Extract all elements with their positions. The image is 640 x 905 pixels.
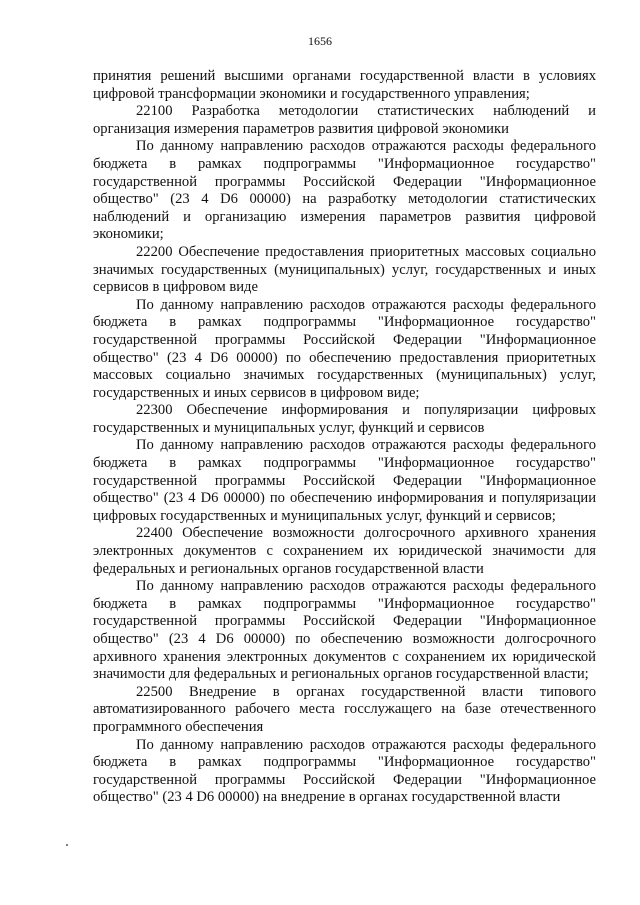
section-heading-22200: 22200 Обеспечение предоставления приоритетных массовых социально значимых государственных (муниципальных) услуг, государственных и иных сервисов в цифровом виде [93, 243, 596, 296]
paragraph-22500-description: По данному направлению расходов отражаются расходы федерального бюджета в рамках подпрограммы "Информационное государство" государственной программы Российской Федерации "Информационное общество" (23 4 D6 00000) на внедрение в органах государственной власти [93, 736, 596, 806]
paragraph-22200-description: По данному направлению расходов отражаются расходы федерального бюджета в рамках подпрограммы "Информационное государство" государственной программы Российской Федерации "Информационное общество" (23 4 D6 00000) по обеспечению предоставления приоритетных массовых социально значимых государственных (муниципальных) услуг, государственных и иных сервисов в цифровом виде; [93, 296, 596, 401]
document-body [93, 68, 596, 807]
section-heading-22300: 22300 Обеспечение информирования и популяризации цифровых государственных и муниципальных услуг, функций и сервисов [93, 402, 596, 436]
paragraph-22100-description: По данному направлению расходов отражаются расходы федерального бюджета в рамках подпрограммы "Информационное государство" государственной программы Российской Федерации "Информационное общество" (23 4 D6 00000) на разработку методологии статистических наблюдений и организацию измерения параметров развития цифровой экономики; [93, 138, 596, 243]
paragraph-22400-description: По данному направлению расходов отражаются расходы федерального бюджета в рамках подпрограммы "Информационное государство" государственной программы Российской Федерации "Информационное общество" (23 4 D6 00000) по обеспечению возможности долгосрочного архивного хранения электронных документов с сохранением их юридической значимости для федеральных и региональных органов государственной власти; [93, 578, 596, 683]
section-heading-22400: 22400 Обеспечение возможности долгосрочного архивного хранения электронных документов с сохранением их юридической значимости для федеральных и региональных органов государственной власти [93, 525, 596, 577]
paragraph-22300-description: По данному направлению расходов отражаются расходы федерального бюджета в рамках подпрограммы "Информационное государство" государственной программы Российской Федерации "Информационное общество" (23 4 D6 00000) по обеспечению информирования и популяризации цифровых государственных и муниципальных услуг, функций и сервисов; [93, 437, 596, 524]
scan-artifact [66, 844, 68, 846]
section-heading-22100: 22100 Разработка методологии статистических наблюдений и организация измерения параметров развития цифровой экономики [93, 103, 596, 137]
section-heading-22500: 22500 Внедрение в органах государственной власти типового автоматизированного рабочего места госслужащего на базе отечественного программного обеспечения [93, 683, 596, 735]
paragraph-continuation: принятия решений высшими органами государственной власти в условиях цифровой трансформации экономики и государственного управления; [93, 68, 596, 102]
page-number: 1656 [308, 34, 332, 48]
